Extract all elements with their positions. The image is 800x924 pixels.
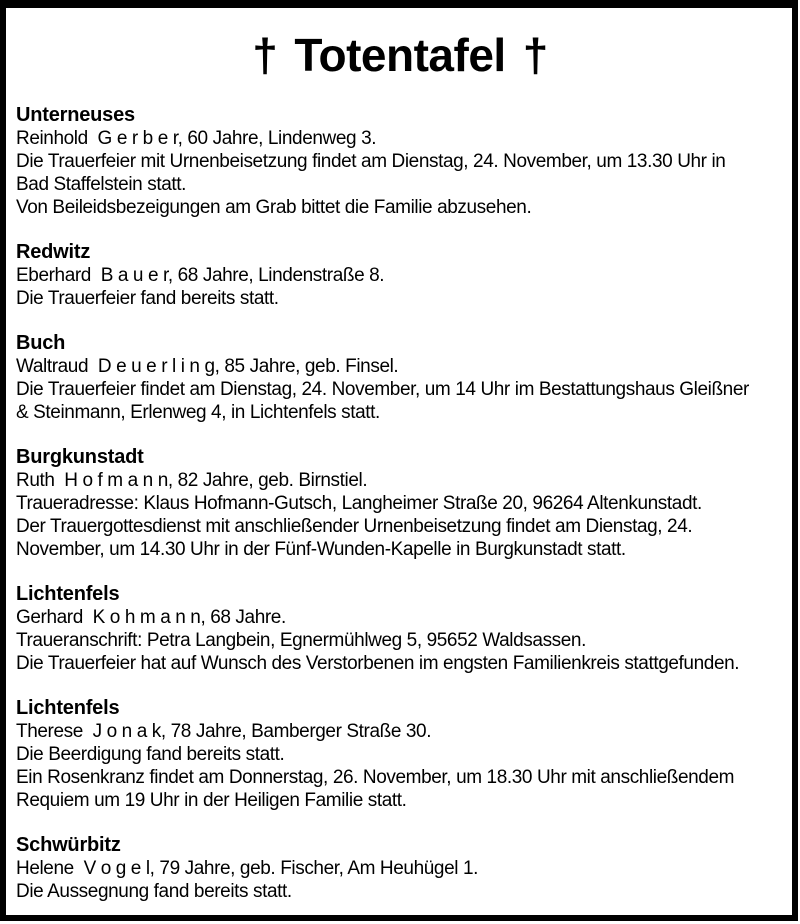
section-location: Burgkunstadt: [16, 446, 144, 468]
obituary-section-lichtenfels-1: [16, 583, 784, 675]
page-title-text: Totentafel: [294, 29, 506, 81]
dagger-cross-icon: †: [252, 29, 278, 81]
section-location: Schwürbitz: [16, 834, 121, 856]
obituary-section-burgkunstadt: [16, 446, 784, 561]
obituary-line: Traueradresse: Klaus Hofmann-Gutsch, Langheimer Straße 20, 96264 Altenkunstadt.: [16, 493, 702, 514]
obituary-line: Die Trauerfeier hat auf Wunsch des Verstorbenen im engsten Familienkreis stattgefunden.: [16, 653, 740, 674]
obituary-section-lichtenfels-2: [16, 697, 784, 812]
obituary-name-line: Helene V o g e l, 79 Jahre, geb. Fischer, Am Heuhügel 1.: [16, 858, 478, 879]
obituary-line: Ein Rosenkranz findet am Donnerstag, 26. November, um 18.30 Uhr mit anschließendem: [16, 767, 735, 788]
obituary-section-redwitz: [16, 241, 784, 310]
obituary-line: Bad Staffelstein statt.: [16, 174, 187, 195]
obituary-line: Die Aussegnung fand bereits statt.: [16, 881, 292, 902]
obituary-line: Requiem um 19 Uhr in der Heiligen Familie statt.: [16, 790, 407, 811]
obituary-section-unterneuses: [16, 104, 784, 219]
obituary-line: Die Trauerfeier fand bereits statt.: [16, 288, 279, 309]
obituary-name-line: Therese J o n a k, 78 Jahre, Bamberger Straße 30.: [16, 721, 432, 742]
obituary-name-line: Waltraud D e u e r l i n g, 85 Jahre, geb. Finsel.: [16, 356, 399, 377]
section-location: Lichtenfels: [16, 697, 120, 719]
section-location: Buch: [16, 332, 66, 354]
section-location: Unterneuses: [16, 104, 135, 126]
obituary-line: Die Trauerfeier mit Urnenbeisetzung findet am Dienstag, 24. November, um 13.30 Uhr in: [16, 151, 726, 172]
obituary-section-buch: [16, 332, 784, 424]
obituary-line: Von Beileidsbezeigungen am Grab bittet die Familie abzusehen.: [16, 197, 532, 218]
obituary-sections: [16, 104, 784, 903]
section-location: Lichtenfels: [16, 583, 120, 605]
obituary-section-schwuerbitz: [16, 834, 784, 903]
obituary-line: Traueranschrift: Petra Langbein, Egnermühlweg 5, 95652 Waldsassen.: [16, 630, 586, 651]
obituary-line: November, um 14.30 Uhr in der Fünf-Wunden-Kapelle in Burgkunstadt statt.: [16, 539, 626, 560]
obituary-line: Der Trauergottesdienst mit anschließender Urnenbeisetzung findet am Dienstag, 24.: [16, 516, 693, 537]
obituary-line: Die Trauerfeier findet am Dienstag, 24. November, um 14 Uhr im Bestattungshaus Gleißner: [16, 379, 749, 400]
obituary-line: & Steinmann, Erlenweg 4, in Lichtenfels statt.: [16, 402, 380, 423]
obituary-name-line: Eberhard B a u e r, 68 Jahre, Lindenstraße 8.: [16, 265, 385, 286]
section-location: Redwitz: [16, 241, 91, 263]
obituary-line: Die Beerdigung fand bereits statt.: [16, 744, 285, 765]
obituary-name-line: Gerhard K o h m a n n, 68 Jahre.: [16, 607, 286, 628]
obituary-name-line: Reinhold G e r b e r, 60 Jahre, Lindenweg 3.: [16, 128, 377, 149]
obituary-name-line: Ruth H o f m a n n, 82 Jahre, geb. Birnstiel.: [16, 470, 368, 491]
page-title: [16, 28, 784, 82]
dagger-cross-icon: †: [522, 29, 548, 81]
